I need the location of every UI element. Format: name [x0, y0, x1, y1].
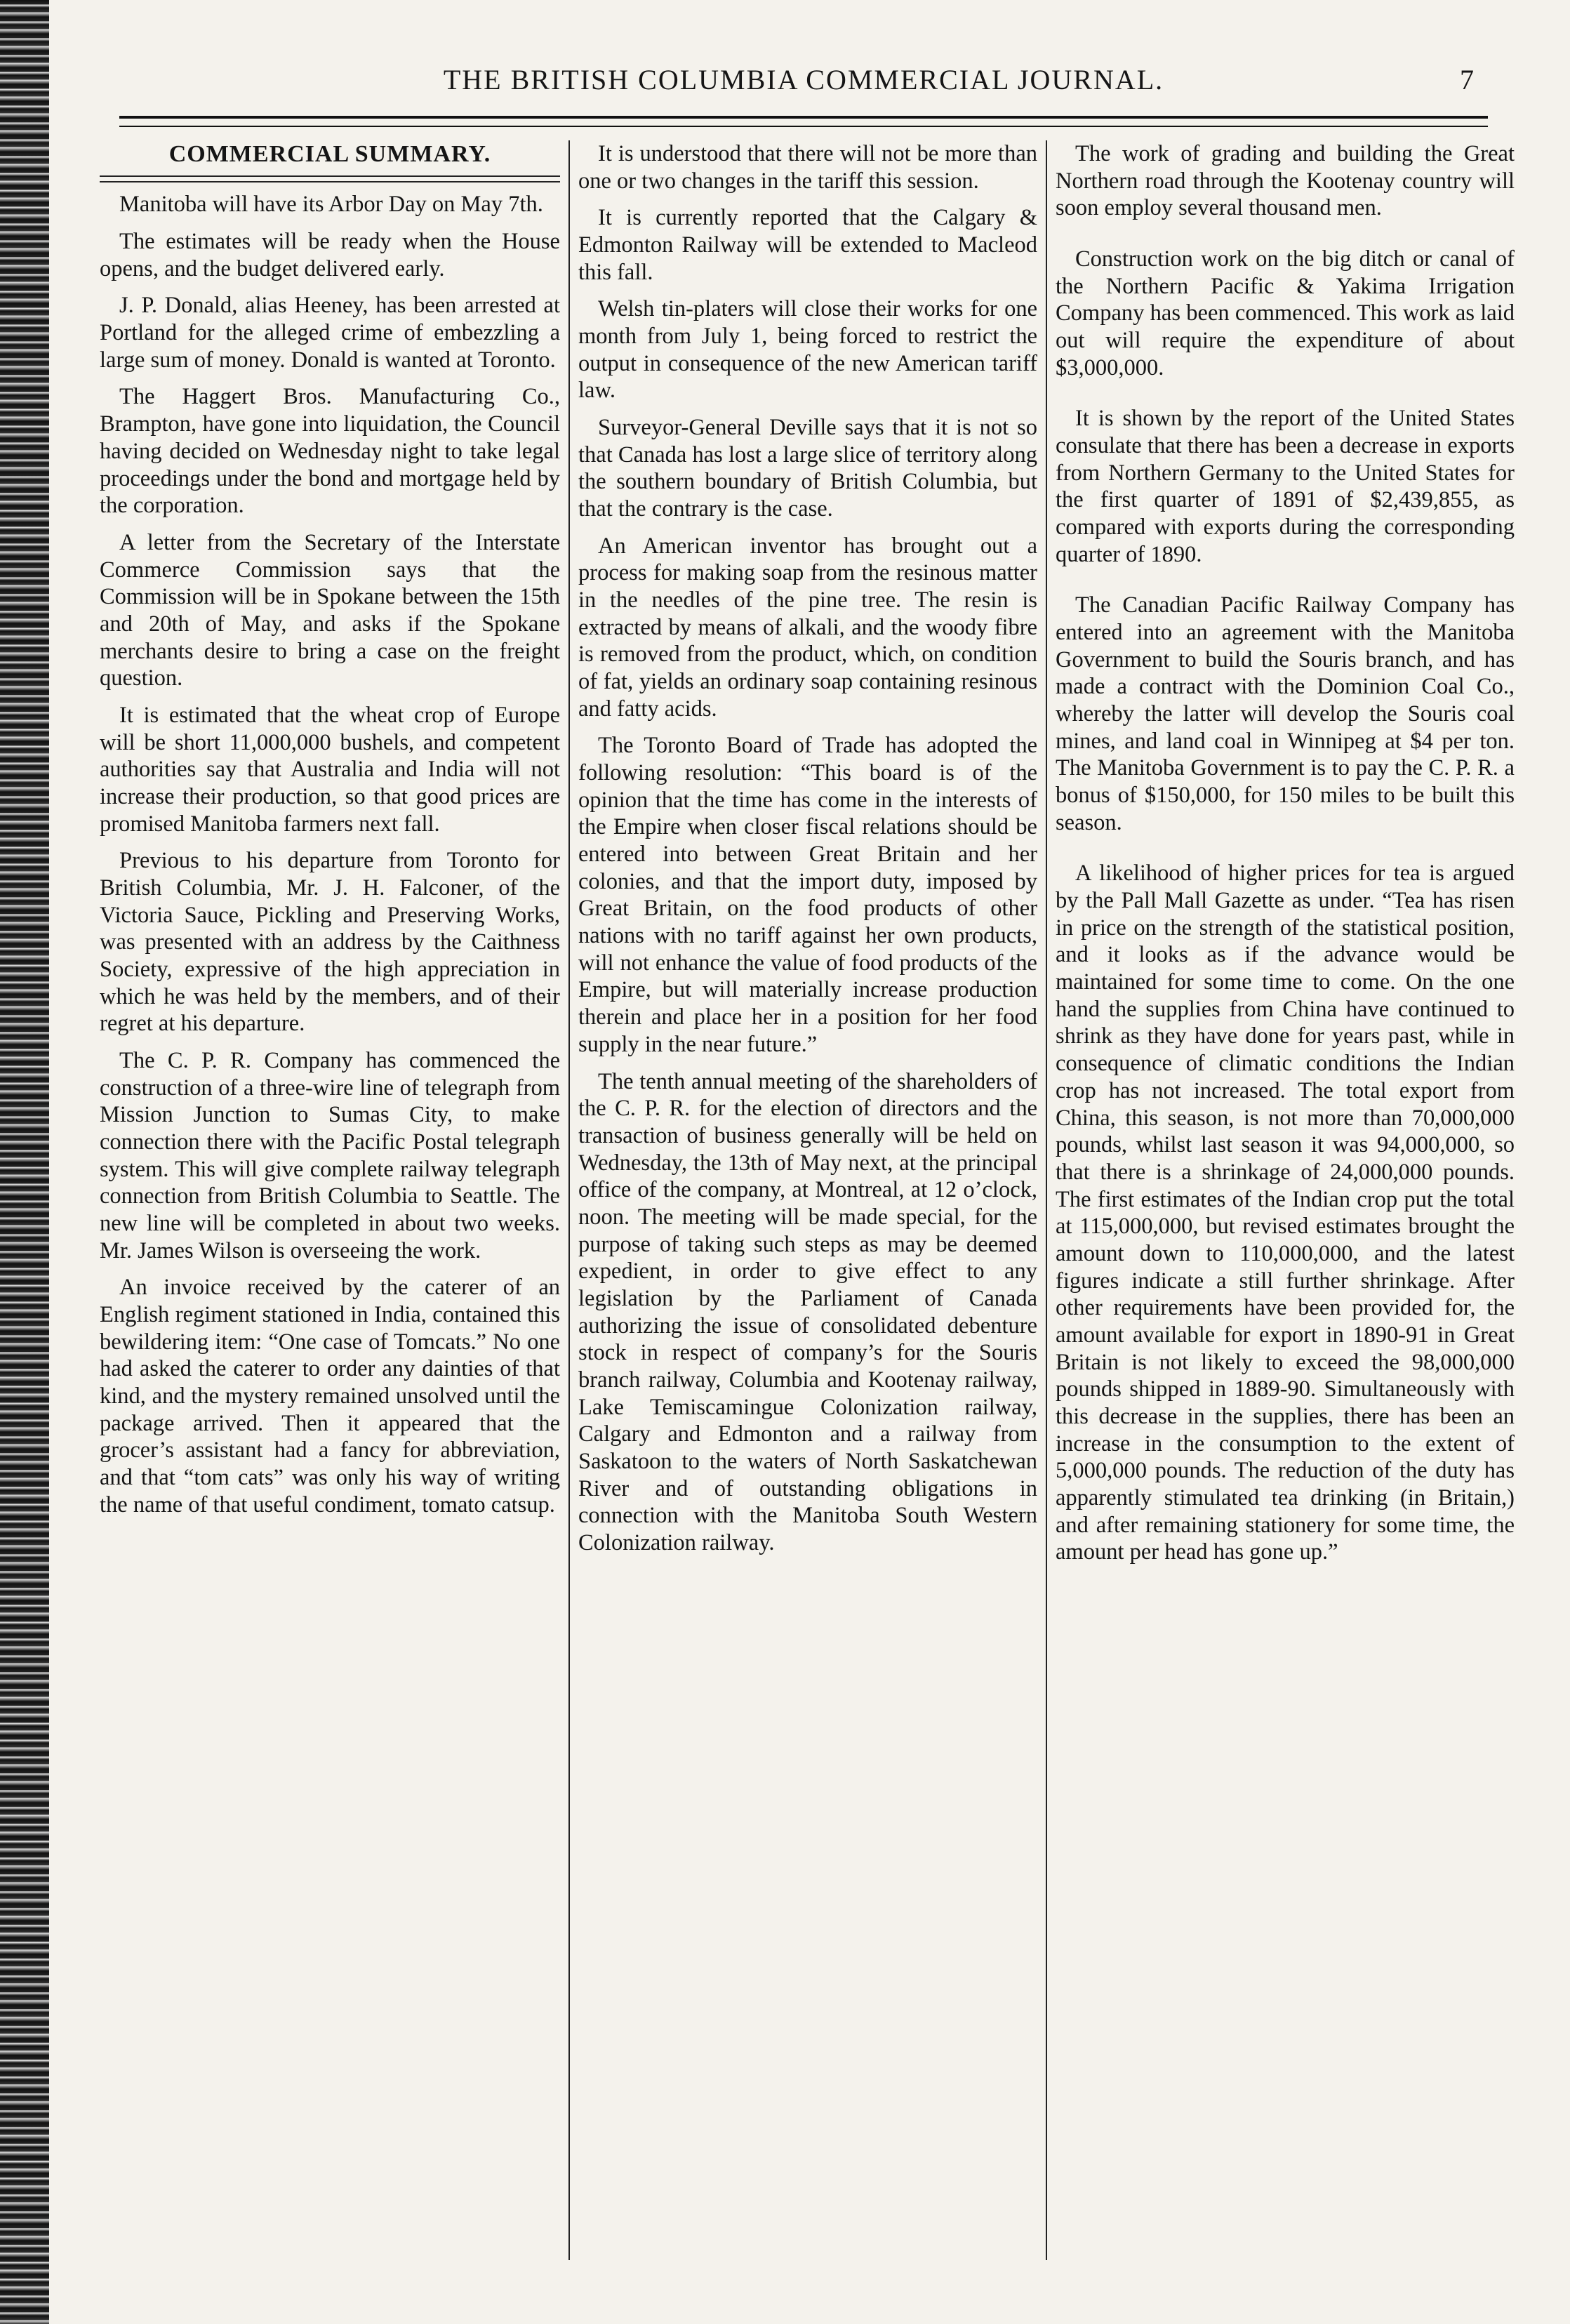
page-header — [119, 63, 1488, 105]
journal-title: THE BRITISH COLUMBIA COMMERCIAL JOURNAL. — [443, 64, 1164, 95]
binding-edge — [0, 0, 49, 2324]
news-item: Construction work on the big ditch or canal of the Northern Pacific & Yakima Irrigation Company has been commenced. This work as laid out will require the expenditure of about $3,000,000. — [1056, 246, 1515, 380]
column-3 — [1046, 140, 1523, 2260]
column-1 — [91, 140, 568, 2260]
news-item: A likelihood of higher prices for tea is argued by the Pall Mall Gazette as under. “Tea has risen in price on the strength of the statistical position, and it looks as if the advance would be maintained for some time to come. On the one hand the supplies from China have continued to shrink as they have done for years past, while in consequence of climatic conditions the Indian crop has not increased. The total export from China, this season, is not more than 70,000,000 pounds, whilst last season it was 94,000,000, so that there is a shrinkage of 24,000,000 pounds. The first estimates of the Indian crop put the total at 115,000,000, but revised estimates brought the amount down to 110,000,000, and the latest figures indicate a still further shrinkage. After other requirements have been provided for, the amount available for export in 1890-91 in Great Britain is not likely to exceed the 98,000,000 pounds shipped in 1889-90. Simultaneously with this decrease in the supplies, there has been an increase in the consumption to the extent of 5,000,000 pounds. The reduction of the duty has apparently stimulated tea drinking (in Britain,) and after remaining stationery for some time, the amount per head has gone up.” — [1056, 861, 1515, 1565]
news-item: J. P. Donald, alias Heeney, has been arrested at Portland for the alleged crime of embezzling a large sum of money. Donald is wanted at Toronto. — [100, 293, 560, 373]
news-item: An American inventor has brought out a process for making soap from the resinous matter in the needles of the pine tree. The resin is extracted by means of alkali, and the woody fibre is removed from the product, which, on condition of fat, yields an ordinary soap containing resinous and fatty acids. — [578, 533, 1037, 722]
column-2 — [568, 140, 1046, 2260]
news-item: Previous to his departure from Toronto for British Columbia, Mr. J. H. Falconer, of the Victoria Sauce, Pickling and Preserving Works, was presented with an address by the Caithness Society, expressive of the high appreciation in which he was held by the members, and of their regret at his departure. — [100, 848, 560, 1037]
news-item: The C. P. R. Company has commenced the construction of a three-wire line of telegraph from Mission Junction to Sumas City, to make connection there with the Pacific Postal telegraph system. This will give complete railway telegraph connection from British Columbia to Seattle. The new line will be completed in about two weeks. Mr. James Wilson is overseeing the work. — [100, 1047, 560, 1263]
article-columns — [91, 140, 1523, 2260]
title-rule — [100, 175, 560, 182]
news-item: The Canadian Pacific Railway Company has entered into an agreement with the Manitoba Government to build the Souris branch, and has made a contract with the Dominion Coal Co., whereby the latter will develop the Souris coal mines, and land coal in Winnipeg at $4 per ton. The Manitoba Government is to pay the C. P. R. a bonus of $150,000, for 150 miles to be built this season. — [1056, 592, 1515, 835]
news-item: It is understood that there will not be more than one or two changes in the tariff this session. — [578, 141, 1037, 194]
page-number: 7 — [1460, 64, 1474, 95]
news-item: It is estimated that the wheat crop of Europe will be short 11,000,000 bushels, and competent authorities say that Australia and India will not increase their production, so that good prices are promised Manitoba farmers next fall. — [100, 702, 560, 837]
news-item: The Toronto Board of Trade has adopted the following resolution: “This board is of the opinion that the time has come in the interests of the Empire when closer fiscal relations should be entered into between Great Britain and her colonies, and that the import duty, imposed by Great Britain, on the food products of other nations with no tariff against her own products, will not enhance the value of food products of the Empire, but will materially increase production therein and place her in a position for her food supply in the near future.” — [578, 733, 1037, 1057]
news-item: Welsh tin-platers will close their works for one month from July 1, being forced to restrict the output in consequence of the new American tariff law. — [578, 296, 1037, 404]
section-title: COMMERCIAL SUMMARY. — [168, 141, 491, 167]
news-item: Surveyor-General Deville says that it is not so that Canada has lost a large slice of territory along the southern boundary of British Columbia, but that the contrary is the case. — [578, 415, 1037, 522]
header-rule — [119, 116, 1488, 127]
news-item: It is currently reported that the Calgary & Edmonton Railway will be extended to Macleod this fall. — [578, 205, 1037, 285]
news-item: The estimates will be ready when the House opens, and the budget delivered early. — [100, 229, 560, 281]
news-item: The Haggert Bros. Manufacturing Co., Brampton, have gone into liquidation, the Council having decided on Wednesday night to take legal proceedings under the bond and mortgage held by the corporation. — [100, 384, 560, 519]
news-item: The tenth annual meeting of the shareholders of the C. P. R. for the election of directors and the transaction of business generally will be held on Wednesday, the 13th of May next, at the principal office of the company, at Montreal, at 12 o’clock, noon. The meeting will be made special, for the purpose of taking such steps as may be deemed expedient, in order to give effect to any legislation by the Parliament of Canada authorizing the issue of consolidated debenture stock in respect of company’s for the Souris branch railway, Columbia and Kootenay railway, Lake Temiscamingue Colonization railway, Calgary and Edmonton and a railway from Saskatoon to the waters of North Saskatchewan River and of outstanding obligations in connection with the Manitoba South Western Colonization railway. — [578, 1068, 1037, 1555]
news-item: An invoice received by the caterer of an English regiment stationed in India, contained this bewildering item: “One case of Tomcats.” No one had asked the caterer to order any dainties of that kind, and the mystery remained unsolved until the package arrived. Then it appeared that the grocer’s assistant had a fancy for abbreviation, and that “tom cats” was only his way of writing the name of that useful condiment, tomato catsup. — [100, 1275, 560, 1518]
news-item: The work of grading and building the Great Northern road through the Kootenay country will soon employ several thousand men. — [1056, 141, 1515, 221]
news-item: It is shown by the report of the United States consulate that there has been a decrease in exports from Northern Germany to the United States for the first quarter of 1891 of $2,439,855, as compared with exports during the corresponding quarter of 1890. — [1056, 406, 1515, 567]
news-item: A letter from the Secretary of the Interstate Commerce Commission says that the Commission will be in Spokane between the 15th and 20th of May, and asks if the Spokane merchants desire to bring a case on the freight question. — [100, 529, 560, 691]
news-item: Manitoba will have its Arbor Day on May 7th. — [119, 192, 543, 218]
